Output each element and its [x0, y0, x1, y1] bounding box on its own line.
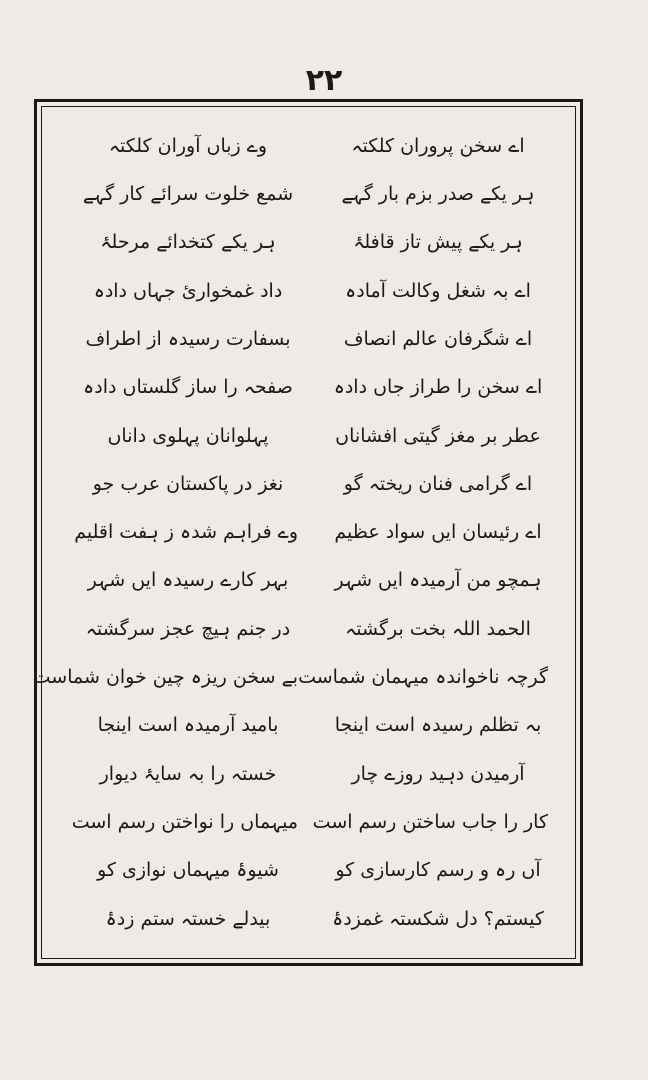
verse-right: اے شگرفان عالم انصاف [343, 327, 533, 350]
couplet [32, 653, 548, 701]
verse-left: بے سخن ریزہ چین خوان شماست [32, 666, 298, 689]
verse-left: شمع خلوت سرائے کار گہے [82, 183, 294, 206]
couplet [78, 170, 548, 218]
verse-right: الحمد اللہ بخت برگشتہ [345, 617, 531, 640]
verse-left: بہر کارے رسیدہ ایں شہر [87, 569, 289, 592]
verse-right: عطر بر مغز گیتی افشاناں [335, 424, 541, 447]
couplet [78, 702, 548, 750]
verse-left: میہماں را نواختن رسم است [71, 810, 298, 833]
verse-left: بامید آرمیدہ است اینجا [97, 714, 279, 737]
verse-right: آرمیدن دہید روزے چار [351, 762, 525, 785]
page-number: ۲۲ [305, 63, 343, 98]
verse-right: ہمچو من آرمیدہ ایں شہر [334, 569, 542, 592]
couplet [78, 412, 548, 460]
couplet [78, 460, 548, 508]
verse-left: خستہ را بہ سایۂ دیوار [99, 762, 277, 785]
verse-right: اے بہ شغل وکالت آمادہ [345, 279, 531, 302]
couplet [78, 219, 548, 267]
couplet [78, 895, 548, 943]
couplet [78, 605, 548, 653]
verse-right: بہ تظلم رسیدہ است اینجا [334, 714, 542, 737]
couplet [78, 315, 548, 363]
verse-left: وے فراہم شدہ ز ہفت اقلیم [74, 521, 298, 544]
couplet [78, 363, 548, 411]
verse-left: نغز در پاکستان عرب جو [92, 472, 284, 495]
verse-right: اے سخن را طراز جاں دادہ [333, 376, 543, 399]
verse-right: ہر یکے پیش تاز قافلۂ [353, 231, 523, 254]
verse-left: صفحہ را ساز گلستاں دادہ [83, 376, 293, 399]
verse-right: کار را جاب ساختن رسم است [312, 810, 548, 833]
verse-left: بسفارت رسیدہ از اطراف [85, 327, 291, 350]
verse-left: بیدلے خستہ ستم زدۂ [105, 907, 271, 930]
poem-body [32, 122, 548, 952]
verse-left: وے زباں آوران کلکتہ [108, 134, 268, 157]
verse-right: آں رہ و رسم کارسازی کو [335, 859, 541, 882]
verse-left: در جنم ہیچ عجز سرگشتہ [85, 617, 291, 640]
couplet [71, 798, 548, 846]
verse-left: داد غمخوارئ جہاں دادہ [93, 279, 283, 302]
couplet [74, 508, 548, 556]
verse-right: گرچہ ناخواندہ میہمان شماست [298, 666, 548, 689]
couplet [78, 267, 548, 315]
verse-right: اے گرامی فنان ریختہ گو [343, 472, 533, 495]
couplet [78, 750, 548, 798]
verse-right: ہر یکے صدر بزم بار گہے [341, 183, 535, 206]
verse-right: کیستم؟ دل شکستہ غمزدۂ [332, 907, 544, 930]
couplet [78, 122, 548, 170]
verse-right: اے رئیسان ایں سواد عظیم [334, 521, 542, 544]
verse-left: شیوۂ میہماں نوازی کو [97, 859, 279, 882]
verse-left: پہلوانان پہلوی داناں [107, 424, 269, 447]
verse-left: ہر یکے کتخدائے مرحلۂ [100, 231, 276, 254]
couplet [78, 846, 548, 894]
couplet [78, 557, 548, 605]
verse-right: اے سخن پروران کلکتہ [351, 134, 525, 157]
